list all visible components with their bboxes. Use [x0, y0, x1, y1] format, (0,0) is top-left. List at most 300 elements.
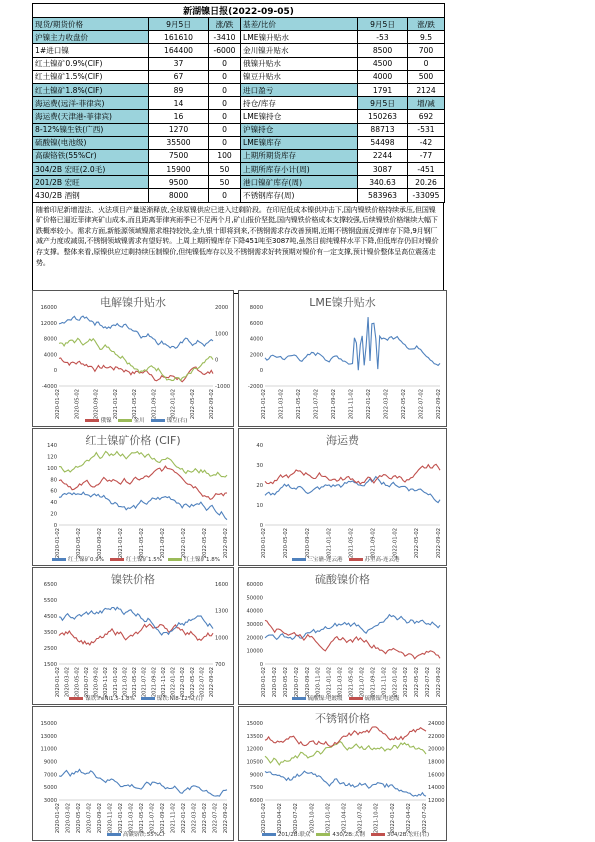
y-tick-label: 20000	[246, 635, 263, 642]
y-tick-label: 5000	[43, 785, 57, 792]
table-cell: 海运费(天津港-菲律宾)	[33, 110, 149, 123]
y-tick-label: 10	[256, 503, 263, 509]
x-tick-label: 2020-10-02	[309, 803, 316, 834]
x-tick-label: 2021-07-02	[359, 667, 366, 698]
chart-legend	[33, 694, 233, 702]
table-cell: 不锈钢库存(周)	[241, 189, 358, 202]
legend-label: 镍豆(右)	[166, 418, 188, 424]
x-tick-label: 2022-03-02	[383, 389, 390, 420]
x-tick-label: 2020-07-02	[293, 667, 300, 698]
y-tick-label: 4000	[249, 336, 263, 343]
x-tick-label: 2021-09-02	[370, 667, 377, 698]
legend-swatch	[110, 558, 124, 561]
x-tick-label: 2020-05-02	[74, 389, 81, 420]
series-line	[265, 742, 426, 765]
legend-label: 硫酸镍:电镀级	[307, 696, 343, 702]
x-tick-label: 2022-01-02	[181, 528, 187, 559]
table-cell: 50	[209, 163, 241, 176]
chart-legend	[239, 694, 446, 702]
x-tick-label: 2021-03-02	[278, 389, 285, 420]
x-tick-label: 2021-01-02	[325, 803, 332, 834]
legend-label: 304/2B:宏旺(右)	[386, 832, 430, 838]
x-tick-label: 2021-05-02	[296, 389, 302, 420]
table-cell: 基差/比价	[241, 18, 358, 31]
table-cell: 1#进口镍	[33, 44, 149, 57]
y-tick-label: 13000	[40, 733, 57, 740]
x-tick-label: 2021-09-02	[151, 667, 158, 698]
chart-title: 硫酸镍价格	[315, 573, 370, 586]
x-tick-label: 2020-01-02	[55, 389, 61, 420]
x-tick-label: 2020-03-02	[65, 803, 72, 834]
y2-tick-label: 0	[215, 357, 219, 364]
y-tick-label: 11000	[40, 746, 57, 753]
legend-swatch	[118, 419, 132, 422]
chart-plot	[239, 429, 446, 565]
table-cell: 0	[209, 136, 241, 149]
x-tick-label: 2022-03-02	[180, 667, 187, 698]
x-tick-label: 2022-01-02	[389, 803, 396, 834]
x-tick-label: 2022-05-02	[202, 528, 208, 559]
table-row	[33, 70, 445, 83]
series-line	[265, 317, 440, 370]
y-tick-label: 7000	[43, 772, 57, 779]
x-tick-label: 2022-03-02	[191, 803, 198, 834]
table-cell: 俄镍升贴水	[241, 57, 358, 70]
legend-swatch	[316, 833, 330, 836]
table-cell: 红土镍矿0.9%(CIF)	[33, 57, 149, 70]
table-cell: 沪镍主力收盘价	[33, 31, 149, 44]
y2-tick-label: -1000	[215, 384, 231, 390]
x-tick-label: 2021-07-02	[141, 667, 148, 698]
legend-swatch	[141, 697, 155, 700]
legend-label: 镍铁:FeNi1.5-1.8%	[85, 696, 135, 702]
table-cell: 涨/跌	[408, 18, 445, 31]
table-cell: 9月5日	[358, 18, 408, 31]
x-tick-label: 2022-03-02	[403, 667, 410, 698]
x-tick-label: 2022-09-02	[436, 667, 442, 698]
x-tick-label: 2020-11-02	[107, 803, 114, 834]
table-cell: 7500	[149, 149, 209, 162]
chart-legend	[239, 555, 446, 563]
x-tick-label: 2020-01-02	[261, 528, 267, 559]
table-cell: 4500	[358, 57, 408, 70]
table-cell: 红土镍矿1.8%(CIF)	[33, 83, 149, 96]
y2-tick-label: 1000	[215, 331, 229, 338]
table-cell: 100	[209, 149, 241, 162]
legend-label: 苏里高-连云港	[364, 557, 400, 563]
table-cell: 0	[209, 57, 241, 70]
y2-tick-label: 1000	[215, 635, 229, 642]
x-tick-label: 2021-07-02	[357, 803, 364, 834]
table-cell: 9.5	[408, 31, 445, 44]
y-tick-label: 100	[47, 465, 57, 472]
table-cell: 700	[408, 44, 445, 57]
x-tick-label: 2020-11-02	[103, 667, 110, 698]
table-cell: 9500	[149, 176, 209, 189]
legend-swatch	[85, 419, 99, 422]
x-tick-label: 2021-01-02	[118, 803, 124, 834]
x-tick-label: 2020-04-02	[277, 803, 284, 834]
table-cell: 0	[209, 110, 241, 123]
table-row	[33, 44, 445, 57]
chart-lme-nickel-premium	[238, 290, 447, 427]
chart-plot	[239, 291, 446, 426]
x-tick-label: 2021-11-02	[348, 389, 355, 420]
x-tick-label: 2021-04-02	[341, 803, 348, 834]
x-tick-label: 2021-01-02	[112, 667, 119, 698]
legend-label: 红土镍矿1.5%	[126, 557, 162, 563]
x-tick-label: 2021-01-02	[112, 389, 119, 420]
table-cell: 4000	[358, 70, 408, 83]
x-tick-label: 2022-01-02	[170, 389, 177, 420]
y-tick-label: 20	[256, 483, 263, 489]
x-tick-label: 2020-05-02	[76, 803, 82, 834]
y2-tick-label: 24000	[428, 721, 445, 727]
x-tick-label: 2022-07-02	[425, 667, 432, 698]
x-tick-label: 2022-01-02	[392, 528, 399, 559]
table-cell: LME镍库存	[241, 136, 358, 149]
table-cell: 2244	[358, 149, 408, 162]
table-row	[33, 31, 445, 44]
series-line	[59, 607, 213, 635]
y-tick-label: 3000	[43, 798, 57, 804]
table-cell: 海运费(远洋-菲律宾)	[33, 97, 149, 110]
table-row	[33, 176, 445, 189]
series-line	[265, 477, 440, 503]
table-cell: 0	[209, 97, 241, 110]
chart-legend	[239, 830, 446, 838]
table-cell: 9月5日	[358, 97, 408, 110]
legend-swatch	[52, 558, 66, 561]
y-tick-label: 6500	[43, 582, 57, 588]
table-cell: 304/2B 宏旺(2.0毛)	[33, 163, 149, 176]
table-cell: 8500	[358, 44, 408, 57]
series-line	[265, 620, 440, 658]
legend-swatch	[69, 697, 83, 700]
chart-ocean-freight	[238, 428, 447, 566]
y2-tick-label: 14000	[428, 785, 445, 792]
x-tick-label: 2020-01-02	[261, 803, 267, 834]
x-tick-label: 2022-09-02	[209, 389, 215, 420]
y-tick-label: 12000	[40, 320, 57, 327]
y-tick-label: 60	[50, 488, 57, 495]
y-tick-label: -4000	[41, 384, 57, 390]
x-tick-label: 2020-09-02	[93, 389, 100, 420]
y-tick-label: 12000	[246, 746, 263, 753]
table-cell: 现货/期货价格	[33, 18, 149, 31]
table-row	[33, 83, 445, 96]
table-row	[33, 149, 445, 162]
x-tick-label: 2021-07-02	[149, 803, 156, 834]
legend-swatch	[168, 558, 182, 561]
chart-title: 红土镍矿价格 (CIF)	[85, 434, 181, 447]
table-cell: 50	[209, 176, 241, 189]
x-tick-label: 2021-11-02	[160, 667, 167, 698]
table-row	[33, 110, 445, 123]
table-cell: 16	[149, 110, 209, 123]
y-tick-label: 10500	[246, 759, 263, 766]
y2-tick-label: 12000	[428, 798, 445, 804]
x-tick-label: 2021-03-02	[128, 803, 135, 834]
y-tick-label: 60000	[246, 582, 263, 588]
legend-label: 430/2B:太钢	[332, 832, 365, 838]
chart-electrolytic-nickel-premium	[32, 290, 234, 427]
table-cell: 高碳铬铁(55%Cr)	[33, 149, 149, 162]
table-row	[33, 97, 445, 110]
legend-swatch	[262, 833, 276, 836]
chart-plot	[33, 707, 233, 840]
chart-nickel-sulfate-price	[238, 567, 447, 705]
y2-tick-label: 22000	[428, 733, 445, 740]
x-tick-label: 2020-07-02	[293, 803, 300, 834]
chart-laterite-ore-price	[32, 428, 234, 566]
table-cell: 150263	[358, 110, 408, 123]
x-tick-label: 2022-09-02	[436, 389, 442, 420]
chart-plot	[239, 707, 446, 840]
chart-ferrochrome-price	[32, 706, 234, 841]
market-commentary: 随着印尼新增湿法、火法项目产量逐渐释放,全球原镍供应已进入过剩阶段。在印尼低成本镍供冲击下,国内镍铁价格持续承压,但国镍矿价格已逼近菲律宾矿山成本,而且距离菲律宾雨季已不足两个月,矿山报价坚挺,国内镍铁价格成本支撑较强,后续镍铁价格继续大幅下跌概率较小。需求方面,新能源领域镍需求维持较快,金九银十即将到来,不锈钢需求存改善预期,近期不锈钢盘面反弹库存下降,9月钢厂减产力度或减弱,不锈钢领域镍需求有望好转。上周上期所镍库存下降451吨至3087吨,虽然目前纯镍样水平下降,但低库存仍旧对镍价存支撑。整体来看,原镍供应过剩持续压制镍价,但纯镍低库存以及不锈钢需求好转预期对镍价有一定支撑,预计镍价整体呈高位震荡走势。	[32, 203, 444, 294]
table-cell: 15900	[149, 163, 209, 176]
table-cell: 8-12%镍生铁(广西)	[33, 123, 149, 136]
price-table	[32, 3, 445, 203]
x-tick-label: 2021-01-02	[326, 528, 333, 559]
x-tick-label: 2020-01-02	[55, 528, 61, 559]
series-line	[59, 358, 213, 382]
x-tick-label: 2022-09-02	[436, 528, 442, 559]
chart-title: LME镍升贴水	[309, 296, 376, 309]
chart-plot	[33, 568, 233, 704]
legend-swatch	[107, 833, 121, 836]
legend-label: 硫酸镍:电池级	[364, 696, 400, 702]
x-tick-label: 2021-09-02	[331, 389, 337, 420]
x-tick-label: 2021-11-02	[170, 803, 177, 834]
x-tick-label: 2020-03-02	[64, 667, 71, 698]
x-tick-label: 2020-11-02	[315, 667, 322, 698]
table-cell: 164400	[149, 44, 209, 57]
x-tick-label: 2021-11-02	[381, 667, 388, 698]
x-tick-label: 2020-07-02	[86, 803, 93, 834]
table-cell: 1791	[358, 83, 408, 96]
y-tick-label: 1500	[43, 662, 57, 668]
x-tick-label: 2020-05-02	[282, 667, 289, 698]
table-row	[33, 123, 445, 136]
table-cell: LME镍持仓	[241, 110, 358, 123]
table-row	[33, 189, 445, 202]
table-cell: 0	[408, 57, 445, 70]
series-line	[59, 624, 213, 645]
x-tick-label: 2022-09-02	[223, 528, 229, 559]
legend-swatch	[292, 558, 306, 561]
table-cell: 持仓/库存	[241, 97, 358, 110]
y-tick-label: 0	[259, 523, 263, 529]
x-tick-label: 2020-09-02	[97, 528, 103, 559]
chart-title: 镍铁价格	[111, 573, 155, 586]
table-cell: 硫酸镍(电池级)	[33, 136, 149, 149]
x-tick-label: 2020-05-02	[74, 667, 81, 698]
table-cell: LME镍升贴水	[241, 31, 358, 44]
series-line	[59, 492, 227, 520]
table-cell: 镍豆升贴水	[241, 70, 358, 83]
x-tick-label: 2020-09-02	[304, 667, 311, 698]
y-tick-label: 10000	[246, 648, 263, 655]
table-cell: 201/2B 宏旺	[33, 176, 149, 189]
y-tick-label: 9000	[43, 759, 57, 766]
table-cell: 涨/跌	[209, 18, 241, 31]
table-cell: 上期所期货库存	[241, 149, 358, 162]
x-tick-label: 2021-09-02	[160, 803, 166, 834]
y-tick-label: 7500	[249, 785, 263, 792]
y-tick-label: 6000	[249, 320, 263, 327]
table-cell: -42	[408, 136, 445, 149]
series-line	[265, 771, 426, 796]
table-cell: 9月5日	[149, 18, 209, 31]
y-tick-label: 5500	[43, 598, 57, 604]
chart-stainless-steel-price	[238, 706, 447, 841]
table-cell: -33095	[408, 189, 445, 202]
table-cell: -53	[358, 31, 408, 44]
x-tick-label: 2021-05-02	[139, 803, 145, 834]
x-tick-label: 2022-05-02	[401, 389, 407, 420]
x-tick-label: 2022-01-02	[366, 389, 372, 420]
chart-ferronickel-price	[32, 567, 234, 705]
x-tick-label: 2021-05-02	[348, 528, 355, 559]
x-tick-label: 2021-05-02	[132, 667, 138, 698]
x-tick-label: 2022-05-02	[202, 803, 208, 834]
table-header-row	[33, 18, 445, 31]
table-cell: -3410	[209, 31, 241, 44]
x-tick-label: 2022-07-02	[418, 389, 425, 420]
table-cell: 增/减	[408, 97, 445, 110]
table-cell: 0	[209, 123, 241, 136]
table-cell: 89	[149, 83, 209, 96]
y-tick-label: 13500	[246, 733, 263, 740]
table-cell: 8000	[149, 189, 209, 202]
table-cell: 1270	[149, 123, 209, 136]
y-tick-label: 30	[256, 463, 263, 469]
x-tick-label: 2020-01-02	[55, 667, 61, 698]
legend-swatch	[371, 833, 385, 836]
y-tick-label: 8000	[249, 305, 263, 311]
x-tick-label: 2021-01-02	[118, 528, 124, 559]
y-tick-label: 40	[50, 500, 57, 507]
x-tick-label: 2022-05-02	[189, 667, 196, 698]
table-cell: -451	[408, 163, 445, 176]
table-cell: 上期所库存小计(周)	[241, 163, 358, 176]
x-tick-label: 2021-05-02	[139, 528, 145, 559]
y-tick-label: 30000	[246, 622, 263, 628]
table-cell: 0	[209, 189, 241, 202]
table-row	[33, 57, 445, 70]
table-cell: 500	[408, 70, 445, 83]
table-cell: 37	[149, 57, 209, 70]
x-tick-label: 2022-09-02	[209, 667, 215, 698]
table-cell: 沪镍持仓	[241, 123, 358, 136]
legend-label: 201/2B:联众	[277, 832, 311, 838]
y-tick-label: 0	[53, 368, 57, 375]
table-cell: 3087	[358, 163, 408, 176]
legend-label: 红土镍矿0.9%	[68, 557, 104, 563]
x-tick-label: 2022-05-02	[414, 667, 421, 698]
x-tick-label: 2021-07-02	[313, 389, 320, 420]
table-row	[33, 136, 445, 149]
y2-tick-label: 18000	[428, 759, 445, 766]
table-cell: 88713	[358, 123, 408, 136]
y-tick-label: 0	[259, 368, 263, 375]
legend-swatch	[292, 697, 306, 700]
y-tick-label: 8000	[43, 336, 57, 343]
daily-report	[32, 3, 444, 294]
y-tick-label: 50000	[246, 595, 263, 602]
table-cell: 金川镍升贴水	[241, 44, 358, 57]
y-tick-label: 2500	[43, 646, 57, 652]
y2-tick-label: 1300	[215, 608, 229, 615]
x-tick-label: 2022-04-02	[405, 803, 412, 834]
y-tick-label: 80	[50, 477, 57, 484]
legend-label: 金川	[133, 418, 145, 424]
y-tick-label: 40	[256, 443, 263, 449]
x-tick-label: 2021-09-02	[370, 528, 377, 559]
y-tick-label: 4000	[43, 352, 57, 359]
legend-swatch	[349, 558, 363, 561]
y-tick-label: 120	[47, 454, 57, 461]
y2-tick-label: 20000	[428, 746, 445, 753]
table-cell: 692	[408, 110, 445, 123]
x-tick-label: 2021-05-02	[348, 667, 355, 698]
x-tick-label: 2021-03-02	[337, 667, 344, 698]
y-tick-label: 140	[47, 443, 57, 449]
y-tick-label: 4500	[43, 614, 57, 620]
legend-label: 俄镍	[100, 418, 112, 424]
table-cell: 161610	[149, 31, 209, 44]
table-cell: 港口镍矿库存(周)	[241, 176, 358, 189]
x-tick-label: 2022-09-02	[223, 803, 229, 834]
y-tick-label: -2000	[247, 384, 263, 390]
series-line	[59, 338, 213, 380]
y2-tick-label: 2000	[215, 305, 229, 311]
y-tick-label: 40000	[246, 608, 263, 615]
x-tick-label: 2022-05-02	[189, 389, 196, 420]
y2-tick-label: 16000	[428, 772, 445, 779]
x-tick-label: 2021-09-02	[160, 528, 166, 559]
y-tick-label: 3500	[43, 630, 57, 636]
table-cell: 2124	[408, 83, 445, 96]
x-tick-label: 2021-01-02	[261, 389, 267, 420]
table-cell: 红土镍矿1.5%(CIF)	[33, 70, 149, 83]
y-tick-label: 15000	[40, 721, 57, 727]
x-tick-label: 2022-07-02	[212, 803, 219, 834]
x-tick-label: 2021-09-02	[151, 389, 158, 420]
table-cell: 340.63	[358, 176, 408, 189]
y2-tick-label: 1600	[215, 582, 229, 588]
table-cell: 54498	[358, 136, 408, 149]
legend-label: 镍铁:Ni8-12%(右)	[156, 696, 203, 702]
y-tick-label: 2000	[249, 352, 263, 359]
x-tick-label: 2021-01-02	[326, 667, 333, 698]
x-tick-label: 2021-10-02	[373, 803, 380, 834]
chart-title: 不锈钢价格	[315, 712, 370, 725]
series-line	[265, 615, 440, 640]
chart-plot	[33, 291, 233, 426]
table-cell: 14	[149, 97, 209, 110]
table-cell: 0	[209, 70, 241, 83]
series-line	[59, 451, 227, 477]
x-tick-label: 2020-03-02	[271, 667, 278, 698]
x-tick-label: 2021-05-02	[132, 389, 138, 420]
chart-legend	[33, 555, 233, 563]
x-tick-label: 2020-09-02	[93, 667, 100, 698]
legend-swatch	[151, 419, 165, 422]
table-row	[33, 163, 445, 176]
